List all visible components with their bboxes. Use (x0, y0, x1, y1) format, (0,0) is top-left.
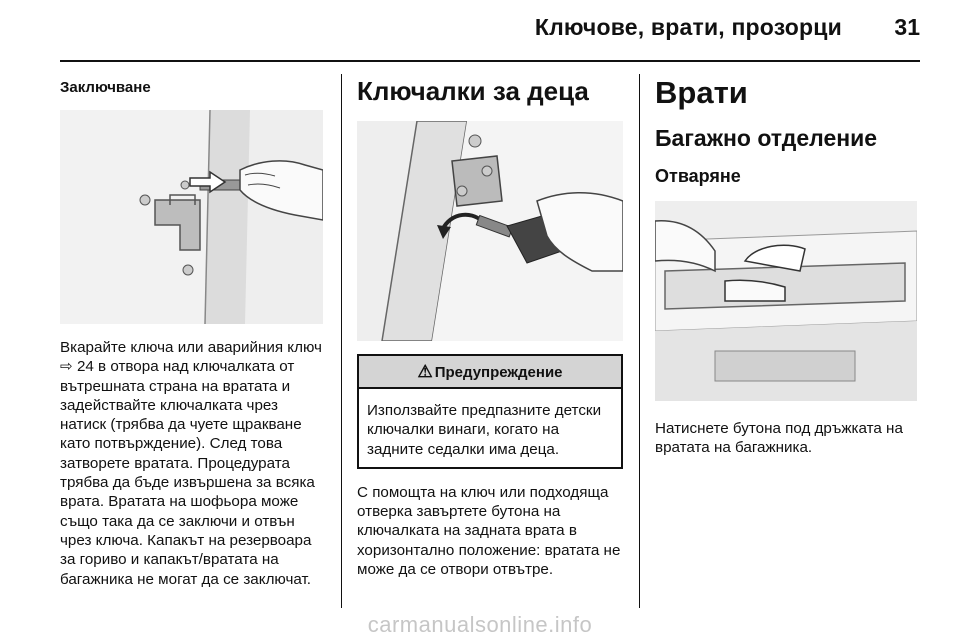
column-child-locks (357, 76, 623, 579)
child-lock-paragraph: С помощта на ключ или подходяща отверка завъртете бутона на ключалката на задната врата в хоризонтално положение: вратата не може да се отвори отвътре. (357, 483, 621, 579)
locking-paragraph: Вкарайте ключа или аварийния ключ ⇨ 24 в отвора над ключалката от вътрешната страна на вратата и задействайте ключалката чрез натиск (трябва да чуете щракване като потвърждение). След това затворете вратата. Процедурата трябва да бъде извършена за всяка врата. Вратата на шофьора може също така да се заключи и отвън чрез ключа. Капакът на резервоара за гориво и капакът/вратата на багажника не могат да се заключат. (60, 339, 322, 588)
warning-header (359, 356, 621, 389)
subsection-heading-luggage: Багажно отделение (655, 125, 878, 151)
warning-triangle-icon: ⚠ (417, 362, 433, 381)
lock-insert-key-illustration (60, 110, 323, 324)
column-divider (341, 74, 342, 608)
section-heading-locking: Заключване (60, 79, 151, 96)
child-lock-key-turn-illustration (357, 121, 623, 341)
section-heading-child-locks: Ключалки за деца (357, 76, 589, 106)
warning-title: Предупреждение (434, 364, 563, 381)
warning-text: Използвайте предпазните детски ключалки винаги, когато на задните седалки има деца. (367, 402, 602, 458)
column-doors (655, 76, 925, 458)
warning-box (357, 354, 623, 469)
page-header-title: Ключове, врати, прозорци (534, 14, 842, 40)
header-divider (60, 60, 920, 62)
column-divider (639, 74, 640, 608)
tailgate-handle-illustration (655, 201, 917, 401)
page-number: 31 (894, 14, 920, 40)
tailgate-paragraph: Натиснете бутона под дръжката на вратата на багажника. (655, 420, 903, 457)
subsection-heading-opening: Отваряне (655, 166, 741, 186)
section-heading-doors: Врати (655, 75, 748, 110)
watermark: carmanualsonline.info (367, 612, 593, 637)
column-locking (60, 76, 325, 589)
